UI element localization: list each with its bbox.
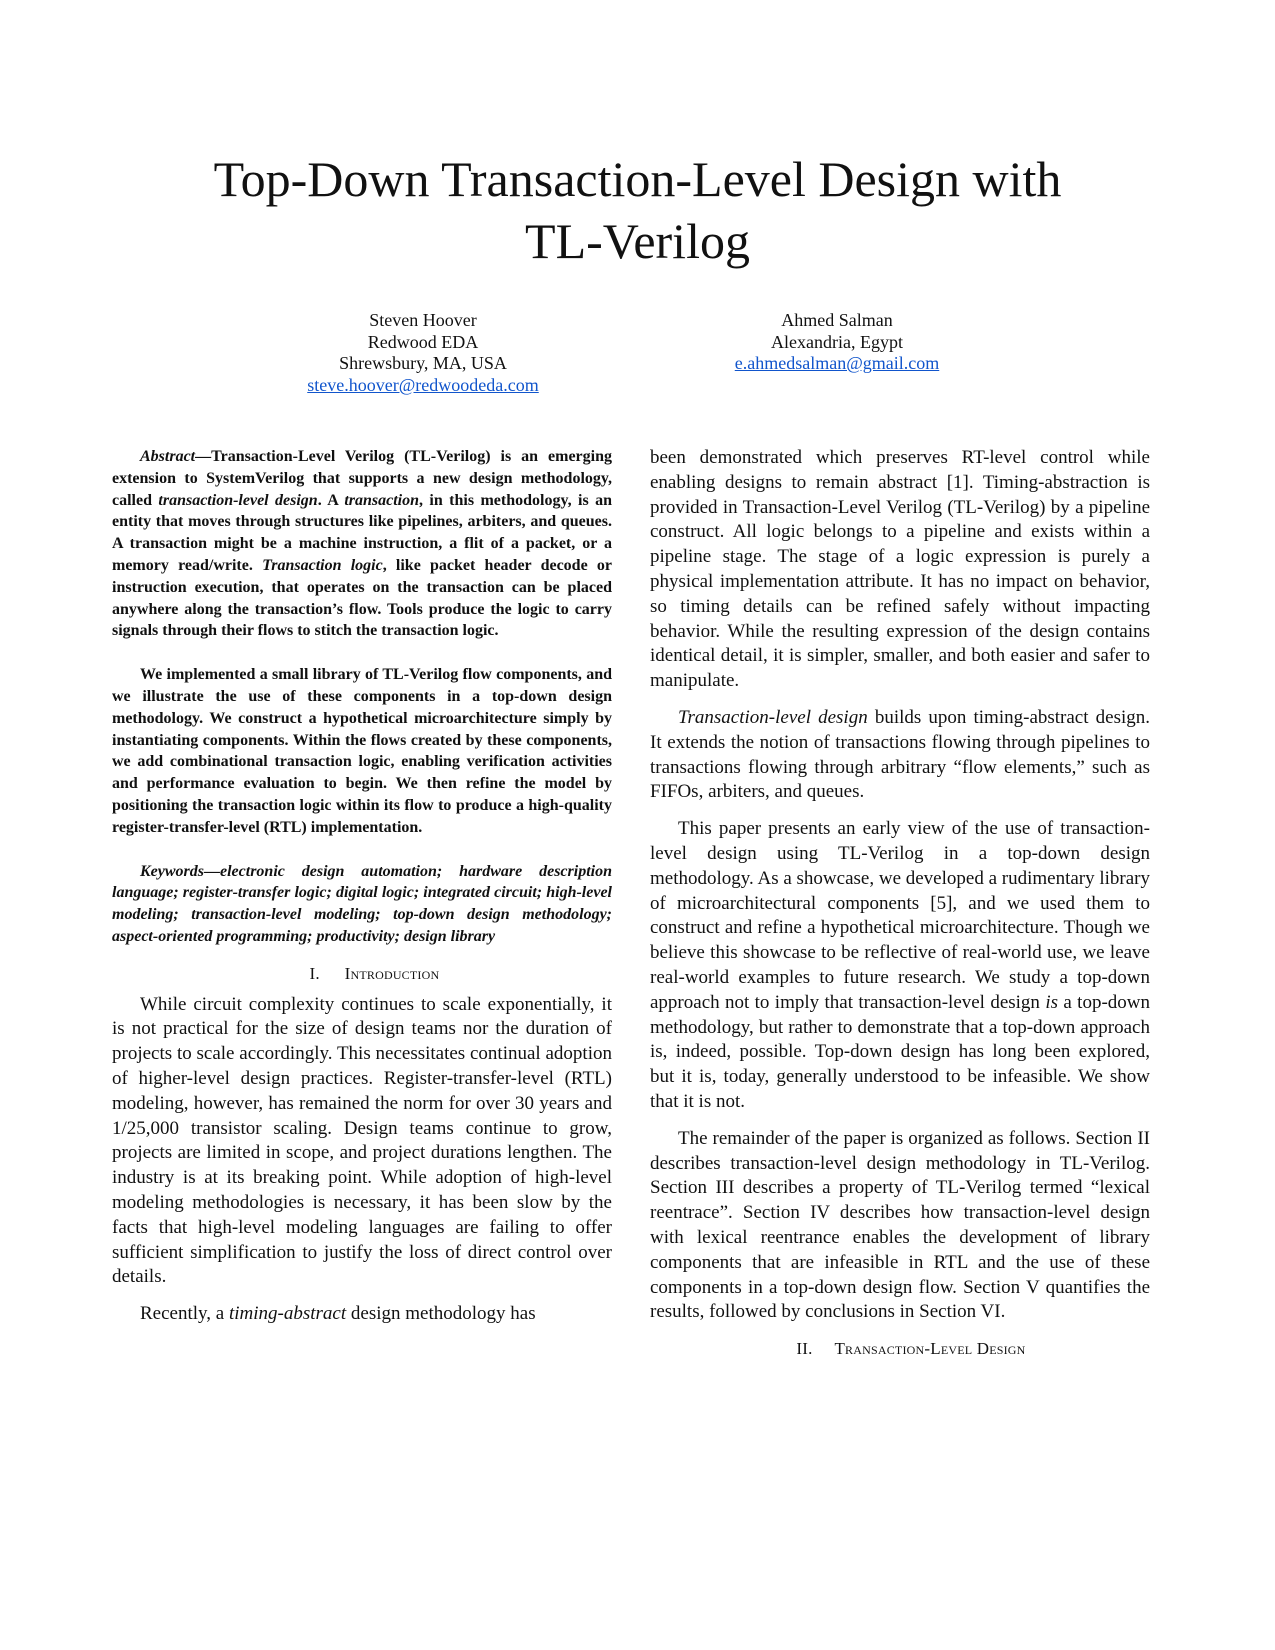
section-heading-introduction: I. Introduction (309, 963, 440, 983)
author-affiliation: Redwood EDA (367, 331, 479, 352)
author-affiliation: Alexandria, Egypt (771, 331, 903, 352)
body-paragraph-transaction-level: Transaction-level design builds upon timing-abstract design. It extends the notion of transactions flowing through pipelines to transactions flowing through arbitrary “flow elements,” such as FIFOs, arbiters, and queues. (650, 706, 1150, 803)
right-column (650, 446, 1150, 1368)
author-email-link[interactable]: steve.hoover@redwoodeda.com (307, 374, 539, 395)
intro-paragraph-1: While circuit complexity continues to scale exponentially, it is not practical for the size of design teams nor the duration of projects to scale accordingly. This necessitates continual adoption of higher-level design practices. Register-transfer-level (RTL) modeling, however, has remained the norm for over 30 years and 1/25,000 transistor scaling. Design teams continue to grow, projects are limited in scope, and project durations lengthen. The industry is at its breaking point. While adoption of high-level modeling methodologies is necessary, it has been slow by the facts that high-level modeling languages are failing to offer sufficient simplification to justify the loss of direct control over details. (112, 993, 612, 1288)
author-name: Steven Hoover (369, 310, 477, 330)
author-email-link[interactable]: e.ahmedsalman@gmail.com (734, 353, 940, 374)
abstract-paragraph-2: We implemented a small library of TL-Verilog flow components, and we illustrate the use of these components in a top-down design methodology. We construct a hypothetical microarchitecture simply by instantiating components. Within the flows created by these components, we add combinational transaction logic, enabling verification activities and performance evaluation to begin. We then refine the model by positioning the transaction logic within its flow to produce a high-quality register-transfer-level (RTL) implementation. (112, 666, 612, 836)
title-line-2: TL-Verilog (525, 213, 750, 269)
author-name: Ahmed Salman (781, 310, 893, 330)
abstract-paragraph-1: Abstract—Transaction-Level Verilog (TL-Verilog) is an emerging extension to SystemVerilog that supports a new design methodology, called transaction-level design. A transaction, in this methodology, is an entity that moves through structures like pipelines, arbiters, and queues. A transaction might be a machine instruction, a flit of a packet, or a memory read/write. Transaction logic, like packet header decode or instruction execution, that operates on the transaction can be placed anywhere along the transaction’s flow. Tools produce the logic to carry signals through their flows to stitch the transaction logic. (112, 448, 612, 640)
paper-title (140, 148, 1135, 272)
title-line-1: Top-Down Transaction-Level Design with (213, 151, 1062, 207)
author-block-2 (672, 310, 1002, 375)
abstract-label: Abstract (140, 448, 196, 465)
author-location: Shrewsbury, MA, USA (339, 353, 507, 374)
intro-paragraph-2: Recently, a timing-abstract design methodology has (140, 1303, 536, 1325)
keywords: Keywords—electronic design automation; hardware description language; register-transfer logic; digital logic; integrated circuit; high-level modeling; transaction-level modeling; top-down design methodology; aspect-oriented programming; productivity; design library (112, 862, 612, 945)
abstract (112, 446, 612, 948)
author-block-1 (258, 310, 588, 396)
left-column (112, 446, 612, 1339)
body-paragraph-continued: been demonstrated which preserves RT-level control while enabling designs to remain abstract [1]. Timing-abstraction is provided in Transaction-Level Verilog (TL-Verilog) by a pipeline construct. All logic belongs to a pipeline and exists within a pipeline stage. The stage of a logic expression is purely a physical implementation attribute. It has no impact on behavior, so timing details can be refined safely without impacting behavior. While the resulting expression of the design contains identical detail, it is simpler, smaller, and both easier and safer to manipulate. (650, 447, 1150, 692)
body-paragraph-this-paper: This paper presents an early view of the use of transaction-level design using TL-Verilog in a top-down design methodology. As a showcase, we developed a rudimentary library of microarchitectural components [5], and we used them to construct and refine a hypothetical microarchitecture. Though we believe this showcase to be reflective of real-world use, we leave real-world examples to future research. We study a top-down approach not to imply that transaction-level design is a top-down methodology, but rather to demonstrate that a top-down approach is, indeed, possible. Top-down design has long been explored, but it is, today, generally understood to be infeasible. We show that it is not. (650, 818, 1151, 1112)
section-heading-transaction-level-design: II. Transaction-Level Design (796, 1339, 1026, 1359)
body-paragraph-organization: The remainder of the paper is organized as follows. Section II describes transaction-level design methodology in TL-Verilog. Section III describes a property of TL-Verilog termed “lexical reentrace”. Section IV describes how transaction-level design with lexical reentrance enables the development of library components that are infeasible in RTL and the use of these components in a top-down design flow. Section V quantifies the results, followed by conclusions in Section VI. (650, 1127, 1150, 1323)
